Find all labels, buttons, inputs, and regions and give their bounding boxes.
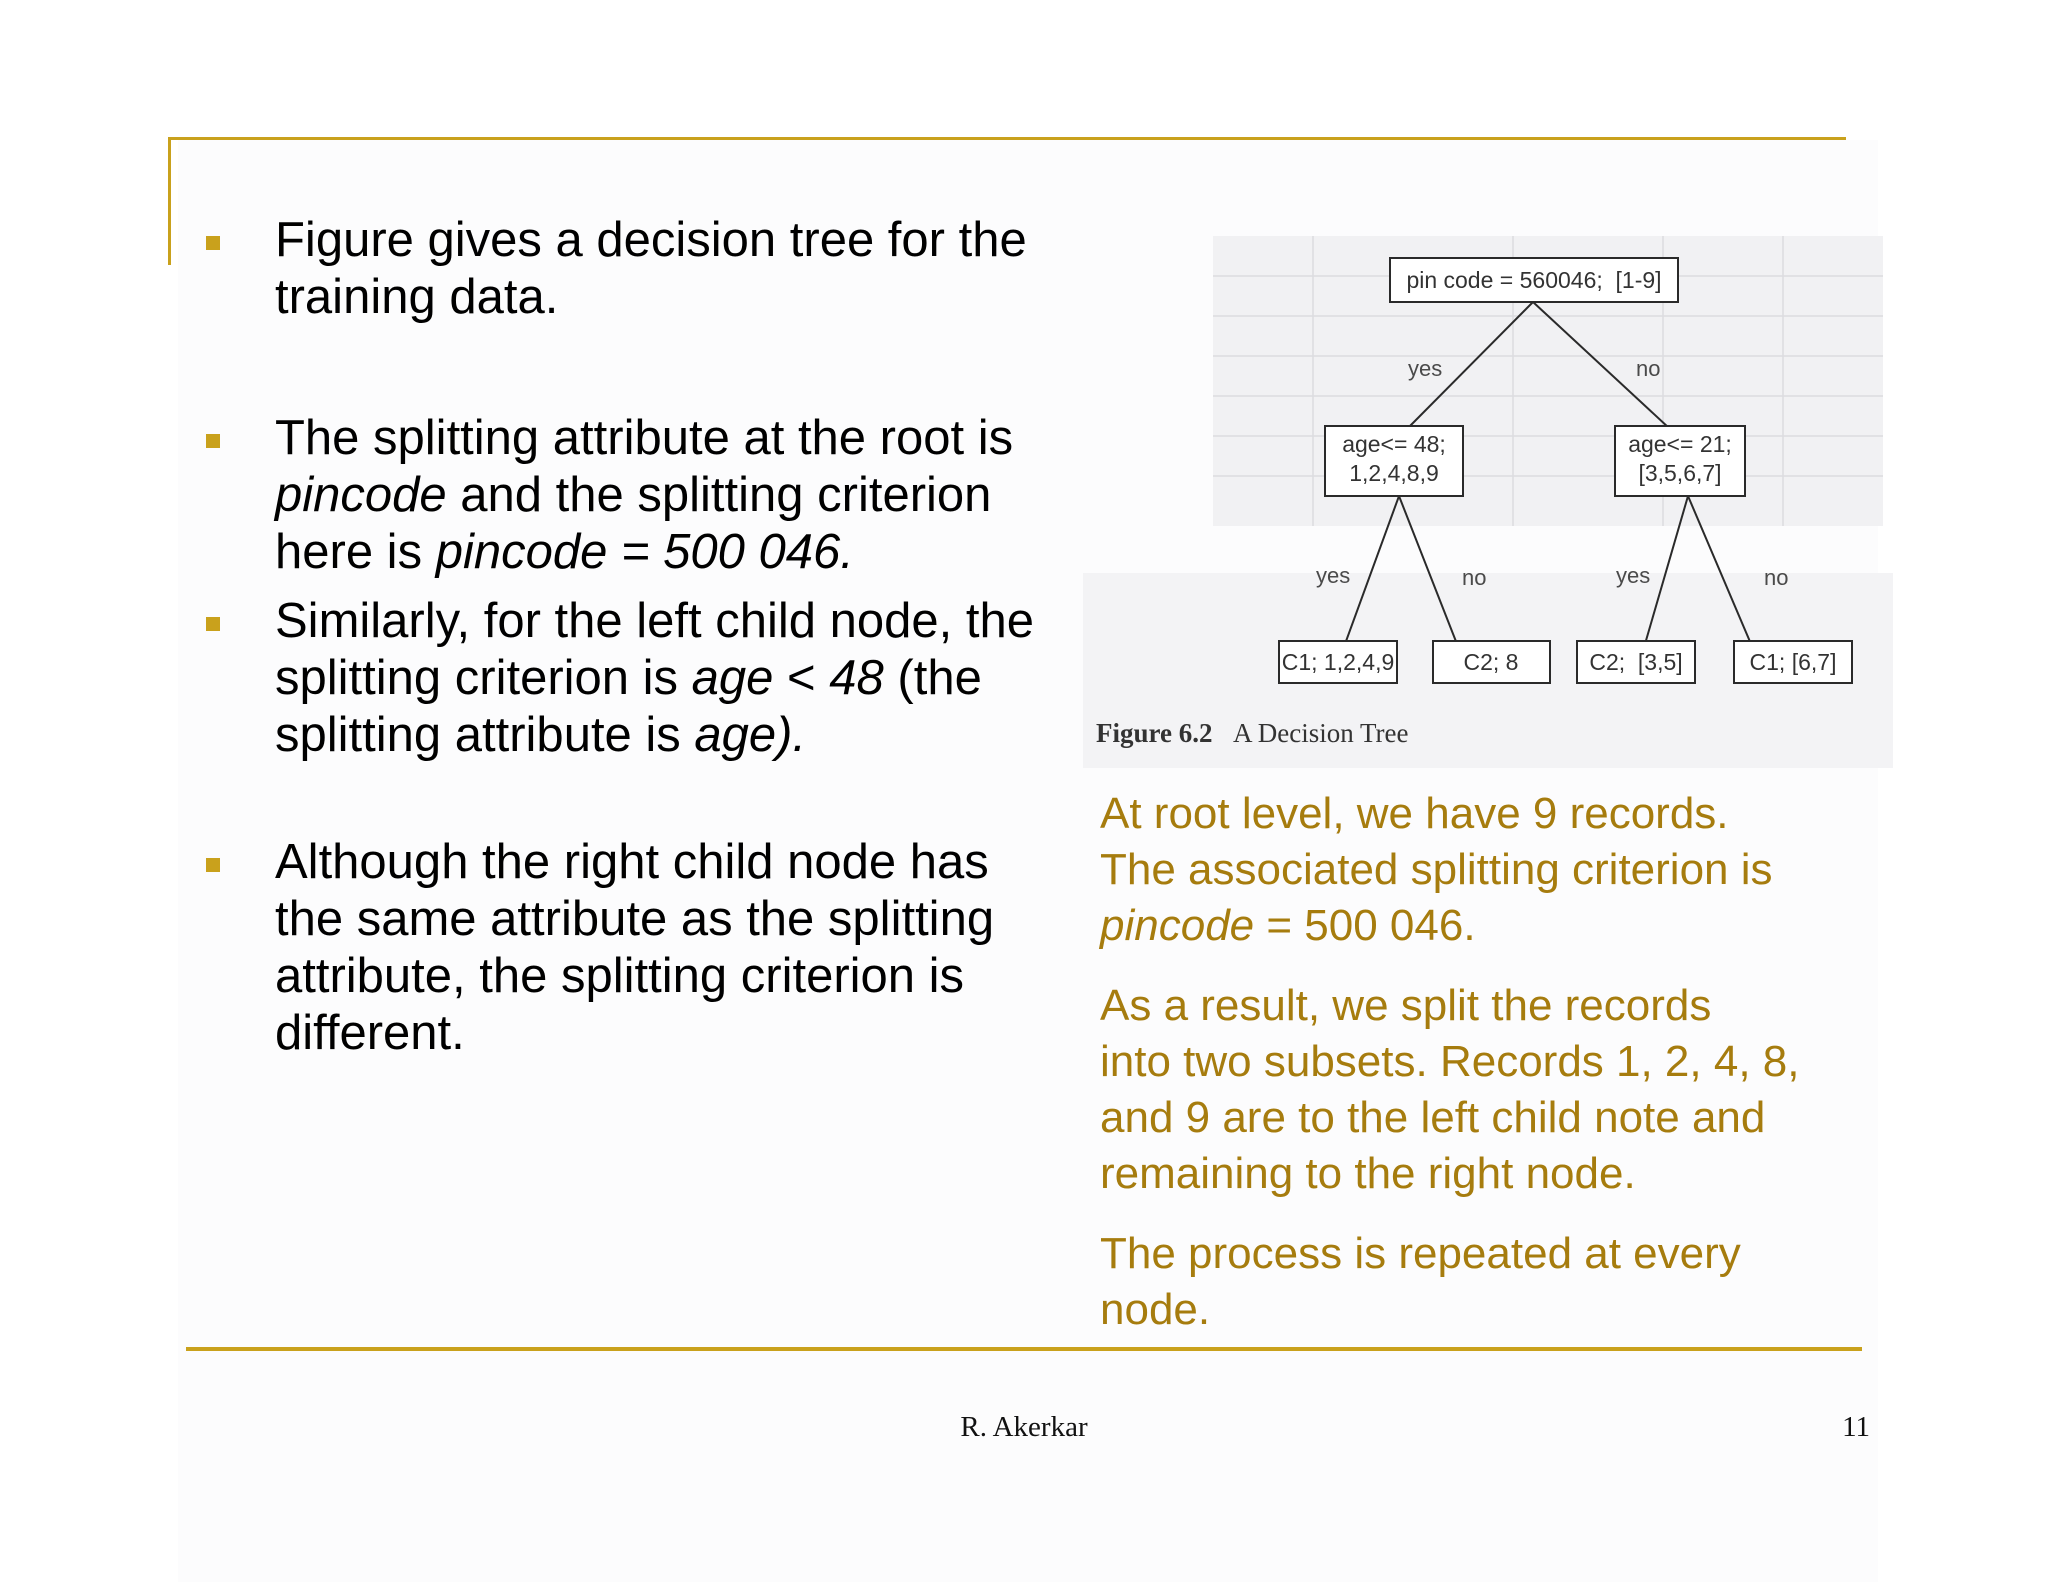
edge-label-yes: yes [1408,356,1443,381]
bullet-line [275,524,1095,581]
bullet-line [275,650,1095,707]
right-node-label: age<= 21; [1628,431,1732,457]
leaf-node-label: C1; 1,2,4,9 [1281,649,1395,675]
left-node-label: age<= 48; [1342,431,1446,457]
note-paragraph [1100,786,1880,954]
footer-author: R. Akerkar [960,1411,1088,1443]
bullet-text [275,593,1095,764]
top-rule [168,137,1846,140]
emphasis: pincode [275,468,447,522]
note-line: = 500 046. [1254,901,1476,950]
bullet-line [275,707,1095,764]
annotation-notes [1100,786,1880,1338]
bullet-span: (the [883,651,982,705]
caption-label: Figure 6.2 [1096,718,1213,748]
leaf-node-label: C1; [6,7] [1749,649,1837,675]
bullet-square-icon [206,617,220,631]
note-line: At root level, we have 9 records. [1100,789,1729,838]
bullet-text: Although the right child node has the same attribute as the splitting attribute, the splitting criterion is different. [275,835,995,1060]
bullet-line: Similarly, for the left child node, the [275,594,1034,648]
edge-label-yes: yes [1616,563,1651,588]
note-line: The associated splitting criterion is [1100,845,1773,894]
edge-label-yes: yes [1316,563,1351,588]
page-number: 11 [1842,1411,1870,1443]
edge-label-no: no [1764,565,1789,590]
bullet-span: and the splitting criterion [446,468,992,522]
bullet-line [275,467,1095,524]
decision-tree-figure [1083,228,1893,838]
bullet-span: splitting criterion is [275,651,692,705]
edge-label-no: no [1636,356,1661,381]
note-paragraph: As a result, we split the records into two subsets. Records 1, 2, 4, 8, and 9 are to the left child note and remaining to the right node. [1100,981,1800,1198]
emphasis: 48 [829,651,884,705]
bullet-span: < [773,651,830,705]
figure-caption [1096,718,1409,748]
bullet-square-icon [206,858,220,872]
bullet-line: The splitting attribute at the root is [275,411,1014,465]
bullet-span: here is [275,525,436,579]
bullet-text [275,410,1095,581]
bullet-square-icon [206,434,220,448]
emphasis: pincode = 500 046. [435,525,854,579]
bullet-square-icon [206,236,220,250]
root-node-label: pin code = 560046; [1-9] [1406,267,1662,293]
leaf-node-label: C2; 8 [1463,649,1519,675]
bullet-span: splitting attribute is [275,708,695,762]
leaf-node-label: C2; [3,5] [1589,649,1683,675]
emphasis: pincode [1100,901,1255,950]
decision-tree-diagram [1083,228,1893,768]
left-rule [168,137,171,265]
emphasis: age [691,651,774,705]
bottom-rule [186,1347,1862,1351]
edge-label-no: no [1462,565,1487,590]
caption-title: A Decision Tree [1233,718,1409,748]
right-node-records: [3,5,6,7] [1638,460,1722,486]
emphasis: age). [694,708,807,762]
left-node-records: 1,2,4,8,9 [1349,460,1439,486]
bullet-text: Figure gives a decision tree for the training data. [275,213,1027,324]
note-paragraph: The process is repeated at every node. [1100,1229,1741,1334]
